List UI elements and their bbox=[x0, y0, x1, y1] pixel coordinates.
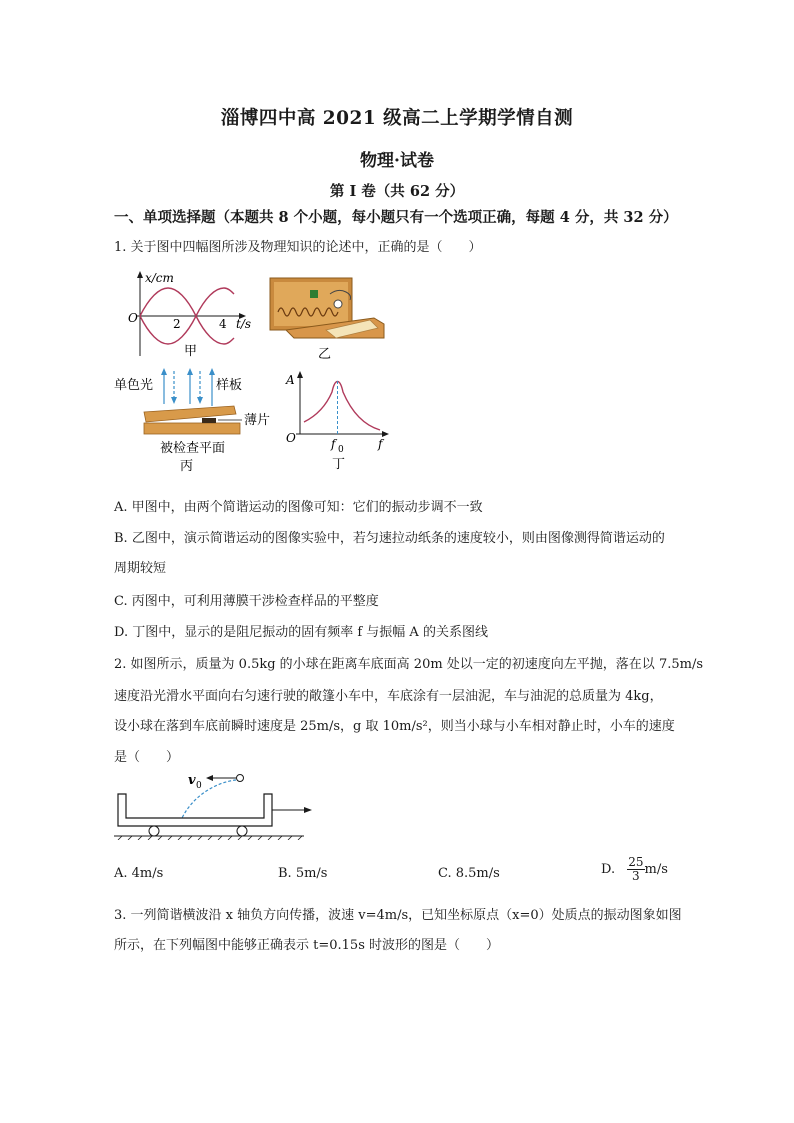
q1-figure-bing bbox=[114, 366, 280, 474]
q1-option-c: C. 丙图中，可利用薄膜干涉检查样品的平整度 bbox=[114, 594, 379, 609]
jia-xlabel: t/s bbox=[236, 317, 252, 331]
q2-v0-sub: 0 bbox=[196, 781, 202, 791]
ding-caption: 丁 bbox=[332, 457, 346, 472]
exam-subtitle: 物理·试卷 bbox=[360, 151, 434, 171]
q2-option-c: C. 8.5m/s bbox=[438, 866, 500, 881]
bing-surface-label: 被检查平面 bbox=[160, 441, 226, 456]
q2-option-d-fraction bbox=[627, 856, 644, 883]
section-heading: 一、单项选择题（本题共 8 个小题，每小题只有一个选项正确，每题 4 分，共 32 分） bbox=[114, 209, 678, 226]
bing-sheet-label: 薄片 bbox=[244, 413, 271, 428]
q2-stem-line-2: 速度沿光滑水平面向右匀速行驶的敞篷小车中，车底涂有一层油泥，车与油泥的总质量为 4kg， bbox=[114, 689, 663, 704]
q1-stem: 1. 关于图中四幅图所涉及物理知识的论述中，正确的是（ ） bbox=[114, 240, 482, 255]
q1-figure-jia bbox=[118, 268, 268, 360]
q1-option-b-cont: 周期较短 bbox=[114, 561, 167, 576]
bing-light-label: 单色光 bbox=[114, 378, 154, 393]
q2-option-d-unit: m/s bbox=[644, 862, 668, 877]
q1-figure-yi bbox=[266, 272, 388, 362]
q1-figure-ding bbox=[282, 368, 394, 474]
q1-option-d: D. 丁图中，显示的是阻尼振动的固有频率 f 与振幅 A 的关系图线 bbox=[114, 625, 488, 640]
jia-tick-2: 2 bbox=[173, 317, 181, 331]
bing-plate-label: 样板 bbox=[216, 378, 243, 393]
ding-ylabel: A bbox=[286, 373, 295, 387]
jia-ylabel: x/cm bbox=[145, 271, 174, 285]
jia-caption: 甲 bbox=[184, 344, 198, 359]
q2-stem-line-3: 设小球在落到车底前瞬时速度是 25m/s，g 取 10m/s²，则当小球与小车相对静止时，小车的速度 bbox=[114, 719, 675, 734]
bing-caption: 丙 bbox=[180, 459, 194, 474]
q2-figure-cart bbox=[114, 768, 324, 840]
jia-origin: O bbox=[128, 311, 138, 325]
q2-option-d-label: D. bbox=[601, 862, 616, 877]
ding-f0-sub: 0 bbox=[338, 445, 344, 455]
q3-stem-line-2: 所示，在下列幅图中能够正确表示 t=0.15s 时波形的图是（ ） bbox=[114, 938, 499, 953]
q1-option-a: A. 甲图中，由两个简谐运动的图像可知：它们的振动步调不一致 bbox=[114, 500, 483, 515]
q2-stem-line-1: 2. 如图所示，质量为 0.5kg 的小球在距离车底面高 20m 处以一定的初速度向左平抛，落在以 7.5m/s bbox=[114, 657, 703, 672]
q1-option-b: B. 乙图中，演示简谐运动的图像实验中，若匀速拉动纸条的速度较小，则由图像测得简谐运动的 bbox=[114, 531, 665, 546]
ding-xlabel: f bbox=[378, 437, 383, 451]
q2-option-d bbox=[601, 856, 668, 883]
q2-v0-label: v bbox=[188, 773, 196, 788]
exam-title: 淄博四中高 2021 级高二上学期学情自测 bbox=[220, 108, 574, 129]
ding-origin: O bbox=[286, 431, 296, 445]
q3-stem-line-1: 3. 一列简谐横波沿 x 轴负方向传播，波速 v=4m/s，已知坐标原点（x=0）处质点的振动图象如图 bbox=[114, 908, 682, 923]
q2-stem-line-4: 是（ ） bbox=[114, 750, 180, 765]
q2-option-b: B. 5m/s bbox=[278, 866, 328, 881]
jia-tick-4: 4 bbox=[219, 317, 227, 331]
q2-option-d-numerator: 25 bbox=[628, 855, 644, 869]
q2-option-d-denominator: 3 bbox=[632, 869, 640, 883]
yi-caption: 乙 bbox=[318, 347, 332, 362]
volume-heading: 第 I 卷（共 62 分） bbox=[329, 183, 465, 200]
q2-option-a: A. 4m/s bbox=[114, 866, 164, 881]
ding-f0-label: f bbox=[331, 437, 336, 451]
